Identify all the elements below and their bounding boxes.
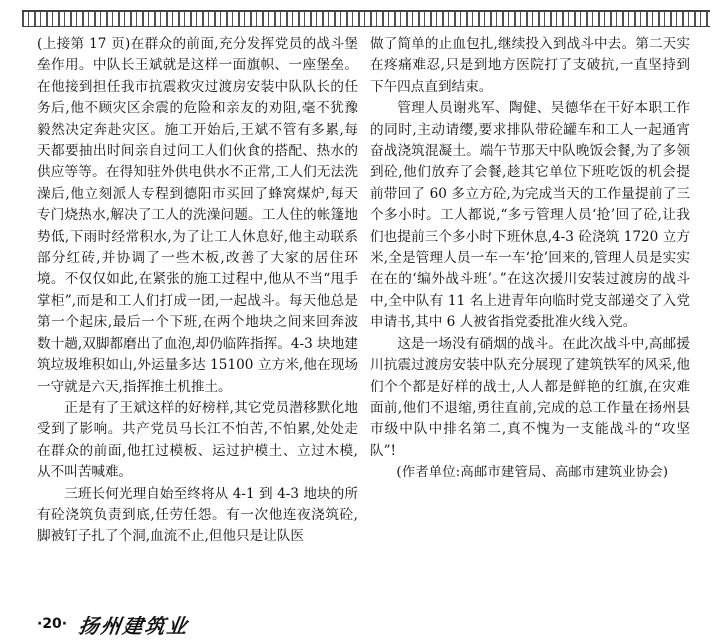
page-number: ·20·	[37, 616, 68, 632]
left-paragraph-2: 正是有了王斌这样的好榜样,其它党员潜移默化地受到了影响。共产党员马长江不怕苦,不怕累,处处走在群众的前面,他扛过模板、运过护模土、立过木模,从不叫苦喊难。	[37, 399, 358, 481]
left-paragraph-1: (上接第 17 页)在群众的前面,充分发挥党员的战斗堡垒作用。中队长王斌就是这样一面旗帜、一座堡垒。在他接到担任我市抗震救灾过渡房安装中队队长的任务后,他不顾灾区余震的危险和亲友的劝阻,毫不犹豫毅然决定奔赴灾区。施工开始后,王斌不管有多累,每天都要抽出时间亲自过问工人们伙食的搭配、热水的供应等等。在得知驻外供电供水不正常,工人们无法洗澡后,他立刻派人专程到德阳市买回了蜂窝煤炉,每天专门烧热水,解决了工人的洗澡问题。工人住的帐篷地势低,下雨时经常积水,为了让工人休息好,他主动联系部分红砖,并协调了一些木板,改善了大家的居住环境。不仅仅如此,在紧张的施工过程中,他从不当“甩手掌柜”,而是和工人们打成一团,一起战斗。每天他总是第一个起床,最后一个下班,在两个地块之间来回奔波数十趟,双脚都磨出了血泡,却仍临阵指挥。4-3 块地建筑垃圾堆积如山,外运量多达 15100 立方米,他在现场一守就是六天,指挥推土机推土。	[37, 36, 358, 395]
right-paragraph-3: 这是一场没有硝烟的战斗。在此次战斗中,高邮援川抗震过渡房安装中队充分展现了建筑铁军的风采,他们个个都是好样的战士,人人都是鲜艳的红旗,在灾难面前,他们不退缩,勇往直前,完成的总工作量在扬州县市级中队中排名第二,真不愧为一支能战斗的“攻坚队”!	[370, 335, 690, 459]
right-paragraph-2: 管理人员谢兆军、陶健、吴德华在干好本职工作的同时,主动请缨,要求排队带砼罐车和工人一起通宵奋战浇筑混凝土。端午节那天中队晚饭会餐,为了多领到砼,他们放弃了会餐,趁其它单位下班吃饭的机会提前带回了 60 多立方砼,为完成当天的工作量提前了三个多小时。工人都说,“多亏管理人员‘抢’回了砼,让我们也提前三个多小时下班休息,4-3 砼浇筑 1720 立方米,全是管理人员一车一车‘抢’回来的,管理人员是实实在在的‘编外战斗班’。”在这次援川安装过渡房的战斗中,全中队有 11 名上进青年向临时党支部递交了入党申请书,其中 6 人被省指党委批准火线入党。	[370, 100, 690, 331]
left-column	[37, 34, 358, 548]
right-paragraph-1: 做了简单的止血包扎,继续投入到战斗中去。第二天实在疼痛难忍,只是到地方医院打了支破抗,一直坚持到下午四点直到结束。	[370, 36, 690, 95]
page-footer	[37, 612, 197, 636]
author-affiliation: (作者单位:高邮市建管局、高邮市建筑业协会)	[396, 465, 669, 481]
magazine-logo: 扬州建筑业	[77, 613, 191, 638]
left-paragraph-3: 三班长何光理自始至终将从 4-1 到 4-3 地块的所有砼浇筑负责到底,任劳任怨。有一次他连夜浇筑砼,脚被钉子扎了个洞,血流不止,但他只是让队医	[37, 485, 358, 545]
decorative-top-border	[22, 10, 710, 27]
right-column	[370, 34, 690, 484]
